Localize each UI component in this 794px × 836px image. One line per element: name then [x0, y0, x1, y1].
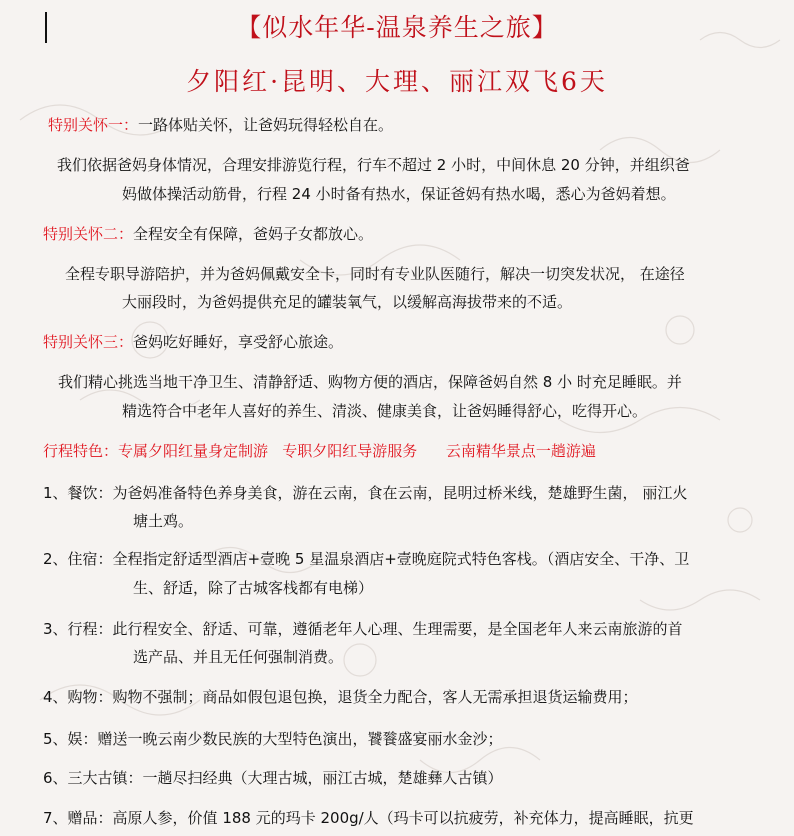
care3-heading	[43, 332, 343, 352]
item-lodging-line1: 2、住宿：全程指定舒适型酒店+壹晚 5 星温泉酒店+壹晚庭院式特色客栈。（酒店安全、干净、卫	[43, 550, 690, 568]
item-catering-line2: 塘土鸡。	[133, 512, 194, 530]
care3-body-line2: 精选符合中老年人喜好的养生、清淡、健康美食，让爸妈睡得舒心，吃得开心。	[122, 402, 648, 420]
item-gifts: 7、赠品：高原人参，价值 188 元的玛卡 200g/人（玛卡可以抗疲劳，补充体力，提高睡眠，抗更	[43, 809, 694, 827]
care1-heading	[48, 115, 393, 135]
item-itinerary-line2: 选产品、并且无任何强制消费。	[133, 648, 344, 666]
item-entertainment: 5、娱：赠送一晚云南少数民族的大型特色演出，饕餮盛宴丽水金沙；	[43, 730, 503, 748]
care2-headline: 全程安全有保障，爸妈子女都放心。	[133, 225, 374, 243]
care3-body-line1: 我们精心挑选当地干净卫生、清静舒适、购物方便的酒店，保障爸妈自然 8 小 时充足睡眠。并	[58, 373, 682, 391]
item-ancient-towns: 6、三大古镇：一趟尽扫经典（大理古城，丽江古城，楚雄彝人古镇）	[43, 769, 503, 787]
itinerary-features: 行程特色：专属夕阳红量身定制游 专职夕阳红导游服务 云南精华景点一趟游遍	[43, 442, 596, 460]
care3-label: 特别关怀三：	[43, 333, 134, 351]
item-lodging-line2: 生、舒适，除了古城客栈都有电梯）	[133, 579, 374, 597]
care1-label: 特别关怀一：	[48, 116, 139, 134]
care1-body-line1: 我们依据爸妈身体情况，合理安排游览行程，行车不超过 2 小时，中间休息 20 分钟，并组织爸	[57, 156, 690, 174]
page-title: 【似水年华-温泉养生之旅】	[236, 13, 558, 42]
page-subtitle: 夕阳红·昆明、大理、丽江双飞6天	[186, 67, 608, 96]
care2-label: 特别关怀二：	[43, 225, 134, 243]
care2-body-line2: 大丽段时，为爸妈提供充足的罐装氧气，以缓解高海拔带来的不适。	[122, 293, 573, 311]
item-catering-line1: 1、餐饮：为爸妈准备特色养身美食，游在云南，食在云南，昆明过桥米线，楚雄野生菌， 丽江火	[43, 484, 688, 502]
care3-headline: 爸妈吃好睡好，享受舒心旅途。	[133, 333, 344, 351]
care1-body-line2: 妈做体操活动筋骨，行程 24 小时备有热水，保证爸妈有热水喝，悉心为爸妈着想。	[122, 185, 676, 203]
care1-headline: 一路体贴关怀，让爸妈玩得轻松自在。	[138, 116, 394, 134]
item-shopping: 4、购物：购物不强制；商品如假包退包换，退货全力配合，客人无需承担退货运输费用；	[43, 688, 638, 706]
care2-heading	[43, 224, 373, 244]
care2-body-line1: 全程专职导游陪护，并为爸妈佩戴安全卡，同时有专业队医随行，解决一切突发状况， 在途径	[65, 265, 685, 283]
item-itinerary-line1: 3、行程：此行程安全、舒适、可靠，遵循老年人心理、生理需要，是全国老年人来云南旅游的首	[43, 620, 683, 638]
